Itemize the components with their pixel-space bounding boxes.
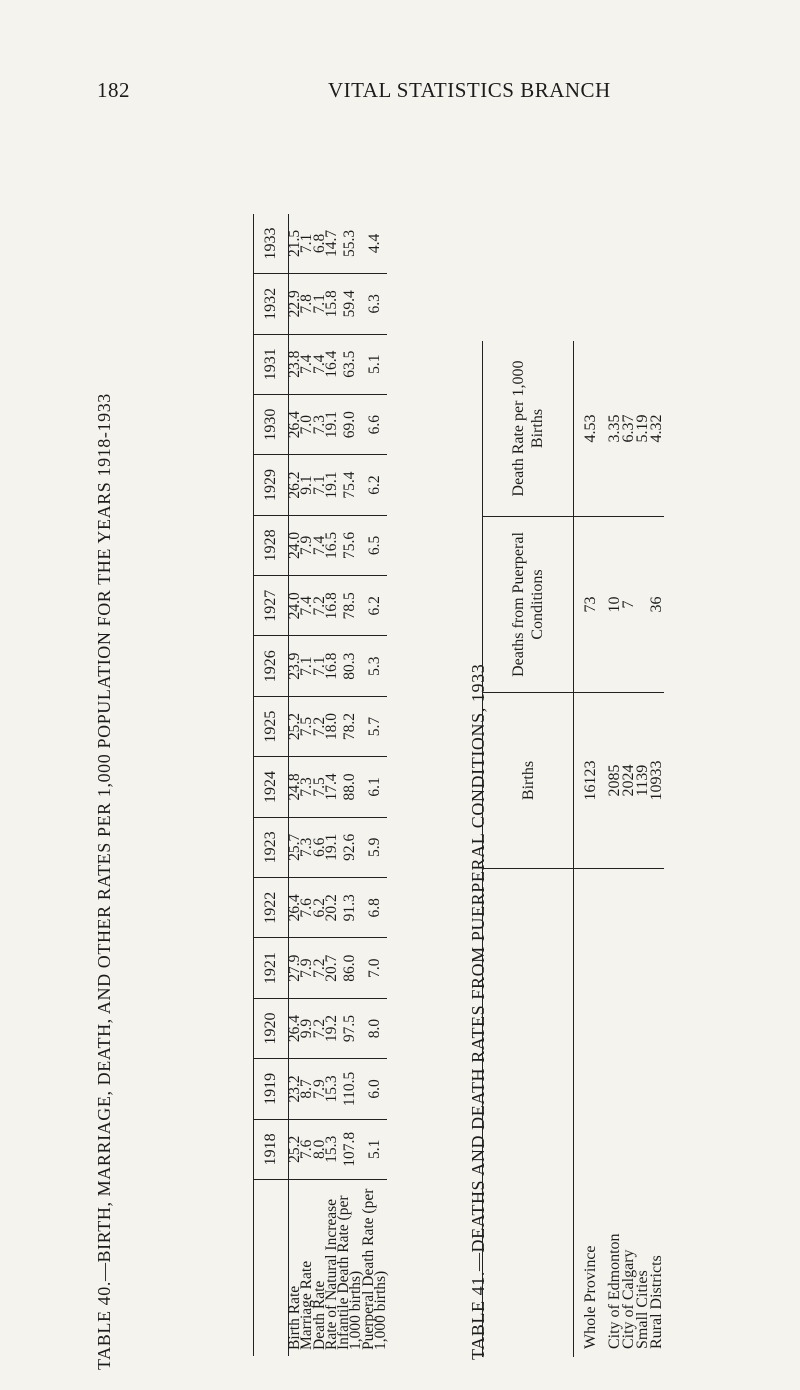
year-header: 1931: [254, 334, 289, 394]
table-row-whole-province: [584, 341, 598, 1357]
rate-cell: 7.1: [314, 455, 326, 515]
row-label: City of Edmonton: [608, 869, 622, 1358]
rate-cell: 7.9: [301, 515, 313, 575]
births-cell: 10933: [650, 693, 664, 869]
rate-cell: 86.0: [338, 938, 363, 998]
rate-cell: 7.5: [314, 757, 326, 817]
rate-cell: 6.37: [620, 414, 637, 443]
rate-cell: 9.9: [301, 998, 313, 1058]
rate-cell: 4.53: [582, 414, 599, 443]
row-label: Birth Rate: [289, 1180, 302, 1357]
row-label: Small Cities: [636, 869, 650, 1358]
rate-cell: 24.0: [289, 515, 302, 575]
rate-cell: 7.2: [314, 696, 326, 756]
rate-cell: 7.0: [301, 394, 313, 454]
rate-cell: 26.2: [289, 455, 302, 515]
rate-cell: 26.4: [289, 394, 302, 454]
rate-cell: 7.3: [301, 817, 313, 877]
year-header: 1930: [254, 394, 289, 454]
row-label: Rural Districts: [650, 869, 664, 1358]
rate-cell: 88.0: [338, 757, 363, 817]
rate-cell: 18.0: [326, 696, 338, 756]
rate-cell: 16.5: [326, 515, 338, 575]
year-header: 1923: [254, 817, 289, 877]
rate-cell: 20.7: [326, 938, 338, 998]
rate-cell: 27.9: [289, 938, 302, 998]
rate-cell: 7.8: [301, 274, 313, 334]
rate-cell: 5.1: [363, 1119, 388, 1179]
row-label: Whole Province: [584, 869, 598, 1358]
rate-cell: 7.1: [298, 233, 316, 254]
year-header: 1932: [254, 274, 289, 334]
rate-cell: 91.3: [338, 878, 363, 938]
rate-cell: 25.2: [289, 696, 302, 756]
row-label: City of Calgary: [622, 869, 636, 1358]
rate-cell: 7.6: [301, 1119, 313, 1179]
rate-cell: 16.8: [326, 636, 338, 696]
rate-header: Death Rate per 1,000 Births: [483, 341, 574, 517]
rate-cell: 6.1: [363, 757, 388, 817]
year-header: 1929: [254, 455, 289, 515]
rate-cell: 20.2: [326, 878, 338, 938]
rate-cell: 7.2: [314, 576, 326, 636]
rate-cell: 7.3: [301, 757, 313, 817]
rate-cell: 24.8: [289, 757, 302, 817]
rate-cell: 107.8: [338, 1119, 363, 1179]
rate-cell: 5.9: [363, 817, 388, 877]
rate-cell: 14.7: [322, 229, 340, 258]
rate-cell: 6.6: [314, 817, 326, 877]
rate-cell: 59.4: [338, 274, 363, 334]
year-header: 1925: [254, 696, 289, 756]
rate-cell: 7.2: [314, 938, 326, 998]
births-cell: 2085: [608, 693, 622, 869]
rate-cell: 5.1: [363, 334, 388, 394]
table-row: [326, 214, 338, 1356]
rate-cell: 16.8: [326, 576, 338, 636]
rate-cell: 6.5: [363, 515, 388, 575]
births-header: Births: [483, 693, 574, 869]
table-row: [608, 341, 622, 1357]
rate-cell: 7.1: [314, 274, 326, 334]
rate-cell: 63.5: [338, 334, 363, 394]
rate-cell: 8.7: [301, 1059, 313, 1119]
row-label: Rate of Natural Increase: [326, 1180, 338, 1357]
rate-cell: 6.2: [314, 878, 326, 938]
births-cell: 2024: [622, 693, 636, 869]
running-head: VITAL STATISTICS BRANCH: [328, 78, 611, 102]
rate-cell: 5.19: [634, 414, 651, 443]
year-header: 1927: [254, 576, 289, 636]
rate-cell: 6.2: [363, 455, 388, 515]
rate-cell: 80.3: [338, 636, 363, 696]
table-row: [622, 341, 636, 1357]
table-41-title: TABLE 41.—DEATHS AND DEATH RATES FROM PUERPERAL CONDITIONS, 1933: [468, 663, 488, 1360]
rate-cell: 7.0: [363, 938, 388, 998]
rate-cell: 22.9: [289, 274, 302, 334]
deaths-cell: 10: [608, 517, 622, 693]
table-40-label-header: [254, 1180, 289, 1357]
rate-cell: 25.7: [289, 817, 302, 877]
rate-cell: 6.3: [363, 274, 388, 334]
rate-cell: 6.6: [363, 394, 388, 454]
year-header: 1921: [254, 938, 289, 998]
rate-cell: 6.8: [363, 878, 388, 938]
rate-cell: 26.4: [289, 878, 302, 938]
rate-cell: 7.5: [301, 696, 313, 756]
year-header: 1928: [254, 515, 289, 575]
rate-cell: 7.6: [301, 878, 313, 938]
rate-cell: 75.6: [338, 515, 363, 575]
deaths-cell: 73: [584, 517, 598, 693]
rate-cell: 16.4: [326, 334, 338, 394]
rate-cell: 6.8: [310, 233, 328, 254]
table-row: [338, 214, 363, 1356]
rate-cell: 4.4: [365, 233, 383, 254]
rate-cell: 110.5: [338, 1059, 363, 1119]
rate-cell: 4.32: [648, 414, 665, 443]
year-header: 1920: [254, 998, 289, 1058]
table-row: [363, 214, 388, 1356]
year-header: 1924: [254, 757, 289, 817]
table-row: [636, 341, 650, 1357]
deaths-header: Deaths from Puerperal Conditions: [483, 517, 574, 693]
rate-cell: 7.9: [301, 938, 313, 998]
table-row: [650, 341, 664, 1357]
year-header: 1918: [254, 1119, 289, 1179]
rate-cell: 15.3: [326, 1119, 338, 1179]
rate-cell: 9.1: [301, 455, 313, 515]
births-cell: 1139: [636, 693, 650, 869]
rate-cell: 21.5: [286, 229, 303, 258]
row-label: Infantile Death Rate (per 1,000 births): [338, 1180, 363, 1357]
rate-cell: 7.2: [314, 998, 326, 1058]
table-41-label-header: [483, 869, 574, 1358]
table-41: [482, 317, 687, 1357]
rate-cell: 8.0: [314, 1119, 326, 1179]
rate-cell: 6.2: [363, 576, 388, 636]
table-41-header-row: [483, 341, 574, 1357]
table-40-header-row: [254, 214, 289, 1356]
rate-cell: 19.2: [326, 998, 338, 1058]
rate-cell: 7.4: [314, 334, 326, 394]
rate-cell: 55.3: [341, 229, 359, 258]
births-cell: 16123: [584, 693, 598, 869]
table-40: [253, 106, 390, 1356]
rate-cell: 78.2: [338, 696, 363, 756]
rate-cell: 23.8: [289, 334, 302, 394]
row-label: Puerperal Death Rate (per 1,000 births): [363, 1180, 388, 1357]
rate-cell: 78.5: [338, 576, 363, 636]
rate-cell: 15.3: [326, 1059, 338, 1119]
year-header: 1933: [254, 214, 289, 274]
rate-cell: 69.0: [338, 394, 363, 454]
table-40-title: TABLE 40.—BIRTH, MARRIAGE, DEATH, AND OTHER RATES PER 1,000 POPULATION FOR THE YEARS 1918-1933: [94, 393, 114, 1370]
rate-cell: 97.5: [338, 998, 363, 1058]
rate-cell: 75.4: [338, 455, 363, 515]
rate-cell: 23.2: [289, 1059, 302, 1119]
page-number: 182: [97, 78, 130, 102]
rate-cell: 7.4: [301, 576, 313, 636]
rate-cell: 5.7: [363, 696, 388, 756]
row-label: Marriage Rate: [301, 1180, 313, 1357]
rate-cell: 7.3: [314, 394, 326, 454]
row-label: Death Rate: [314, 1180, 326, 1357]
rate-cell: 5.3: [363, 636, 388, 696]
rate-cell: 7.1: [314, 636, 326, 696]
rate-cell: 17.4: [326, 757, 338, 817]
rate-cell: 15.8: [326, 274, 338, 334]
rate-cell: 25.2: [289, 1119, 302, 1179]
rate-cell: 24.0: [289, 576, 302, 636]
deaths-cell: 7: [622, 517, 636, 693]
year-header: 1922: [254, 878, 289, 938]
rate-cell: 8.0: [363, 998, 388, 1058]
rate-cell: 92.6: [338, 817, 363, 877]
rate-cell: 19.1: [326, 817, 338, 877]
rate-cell: 7.4: [301, 334, 313, 394]
rate-cell: 26.4: [289, 998, 302, 1058]
rate-cell: 7.1: [301, 636, 313, 696]
rate-cell: 7.4: [314, 515, 326, 575]
rate-cell: 6.0: [363, 1059, 388, 1119]
rate-cell: 7.9: [314, 1059, 326, 1119]
rate-cell: 19.1: [326, 394, 338, 454]
year-header: 1926: [254, 636, 289, 696]
year-header: 1919: [254, 1059, 289, 1119]
rate-cell: 19.1: [326, 455, 338, 515]
rate-cell: 3.35: [606, 414, 623, 443]
deaths-cell: 36: [650, 517, 664, 693]
rate-cell: 23.9: [289, 636, 302, 696]
